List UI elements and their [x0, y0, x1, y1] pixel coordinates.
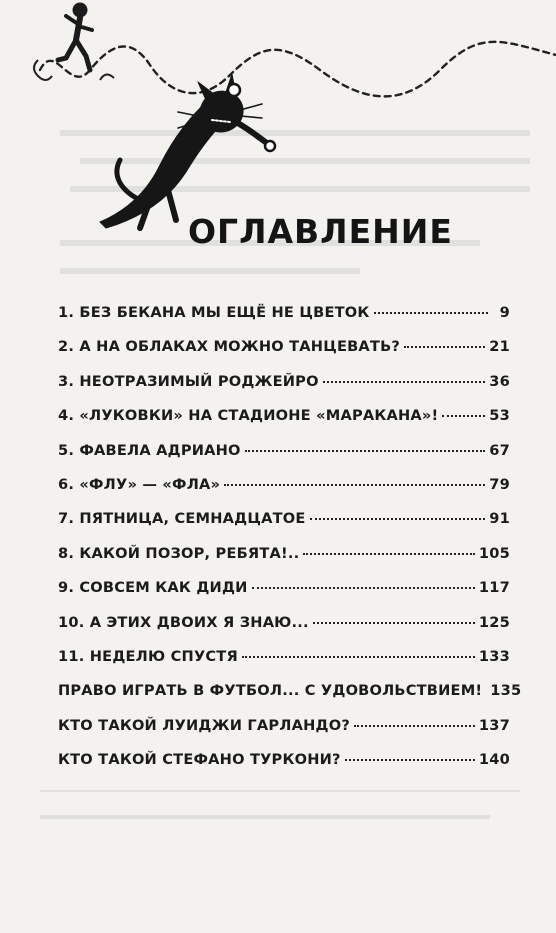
toc-row	[58, 407, 510, 441]
toc-row	[58, 682, 522, 716]
toc-title: 3. НЕОТРАЗИМЫЙ РОДЖЕЙРО	[58, 372, 319, 390]
table-of-contents	[58, 304, 522, 785]
toc-title: 10. А ЭТИХ ДВОИХ Я ЗНАЮ...	[58, 613, 309, 631]
page-title: ОГЛАВЛЕНИЕ	[188, 212, 453, 252]
toc-leader-dots	[404, 346, 485, 348]
toc-page-number: 133	[478, 647, 510, 665]
toc-title: КТО ТАКОЙ ЛУИДЖИ ГАРЛАНДО?	[58, 716, 350, 734]
toc-title: 9. СОВСЕМ КАК ДИДИ	[58, 579, 248, 597]
toc-page-number: 117	[478, 579, 510, 597]
toc-page-number: 135	[490, 682, 522, 700]
toc-leader-dots	[313, 622, 475, 624]
toc-row	[58, 545, 510, 579]
toc-leader-dots	[374, 312, 489, 314]
toc-row	[58, 751, 510, 785]
toc-leader-dots	[345, 759, 475, 761]
toc-title: ПРАВО ИГРАТЬ В ФУТБОЛ... С УДОВОЛЬСТВИЕМ!	[58, 682, 483, 700]
toc-leader-dots	[354, 725, 475, 727]
toc-title: 8. КАКОЙ ПОЗОР, РЕБЯТА!..	[58, 544, 300, 562]
toc-page-number: 79	[489, 475, 510, 493]
toc-page-number: 21	[489, 338, 510, 356]
toc-page-number: 67	[489, 441, 510, 459]
toc-row	[58, 373, 510, 407]
toc-leader-dots	[245, 450, 486, 452]
toc-title: 5. ФАВЕЛА АДРИАНО	[58, 441, 241, 459]
toc-title: 4. «ЛУКОВКИ» НА СТАДИОНЕ «МАРАКАНА»!	[58, 407, 439, 425]
cat-illustration-icon	[100, 74, 275, 228]
toc-row	[58, 476, 510, 510]
toc-page-number: 105	[478, 544, 510, 562]
toc-page-number: 53	[489, 407, 510, 425]
toc-leader-dots	[323, 381, 486, 383]
toc-leader-dots	[242, 656, 475, 658]
toc-title: 11. НЕДЕЛЮ СПУСТЯ	[58, 647, 238, 665]
toc-page-number: 9	[499, 304, 510, 321]
toc-page-number: 125	[478, 613, 510, 631]
toc-row	[58, 510, 510, 544]
toc-row	[58, 579, 510, 613]
toc-title: 7. ПЯТНИЦА, СЕМНАДЦАТОЕ	[58, 510, 306, 528]
toc-title: 6. «ФЛУ» — «ФЛА»	[58, 475, 221, 493]
toc-leader-dots	[252, 587, 475, 589]
toc-row	[58, 442, 510, 476]
toc-row	[58, 304, 510, 338]
toc-leader-dots	[303, 553, 475, 555]
toc-row	[58, 338, 510, 372]
toc-leader-dots	[224, 484, 485, 486]
dashed-path-icon	[40, 42, 556, 97]
toc-page-number: 36	[489, 372, 510, 390]
toc-title: 2. А НА ОБЛАКАХ МОЖНО ТАНЦЕВАТЬ?	[58, 338, 401, 356]
toc-title: 1. БЕЗ БЕКАНА МЫ ЕЩЁ НЕ ЦВЕТОК	[58, 304, 370, 321]
toc-page-number: 91	[489, 510, 510, 528]
toc-title: КТО ТАКОЙ СТЕФАНО ТУРКОНИ?	[58, 751, 341, 769]
running-figure-icon	[58, 3, 92, 70]
toc-leader-dots	[442, 415, 485, 417]
toc-page-number: 137	[478, 716, 510, 734]
toc-row	[58, 717, 510, 751]
toc-row	[58, 648, 510, 682]
toc-page-number: 140	[478, 751, 510, 769]
toc-leader-dots	[310, 518, 486, 520]
toc-row	[58, 614, 510, 648]
